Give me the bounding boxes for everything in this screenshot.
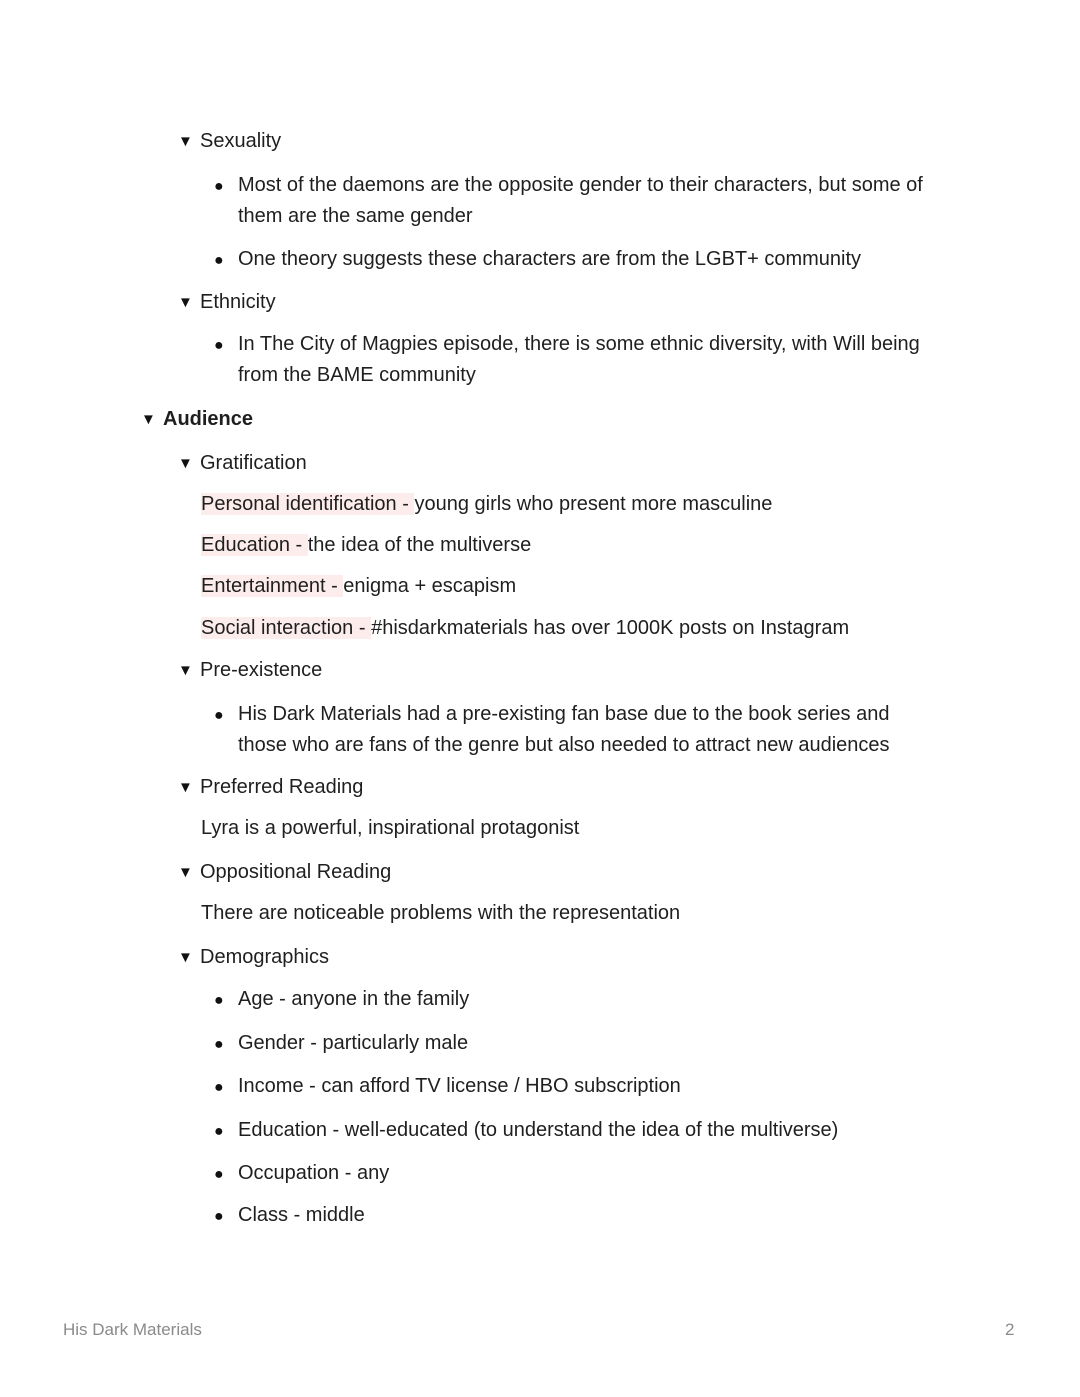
bullet-dot-icon: ● [214, 252, 224, 269]
gratification-item [201, 489, 772, 520]
gratification-desc: #hisdarkmaterials has over 1000K posts on Instagram [371, 617, 850, 639]
gratification-desc: young girls who present more masculine [414, 493, 773, 515]
triangle-down-icon: ▼ [178, 133, 193, 150]
gratification-term: Personal identification [201, 493, 397, 515]
bullet-dot-icon: ● [214, 178, 224, 195]
separator: - [353, 617, 372, 639]
demographics-item-class: Class - middle [238, 1204, 365, 1226]
triangle-down-icon: ▼ [178, 949, 193, 966]
gratification-item [201, 530, 531, 561]
page-number: 2 [1005, 1320, 1015, 1339]
separator: - [325, 575, 344, 597]
bullet-dot-icon: ● [214, 1079, 224, 1096]
sexuality-bullet-2: One theory suggests these characters are from the LGBT+ community [238, 248, 862, 270]
demographics-item-education: Education - well-educated (to understand the idea of the multiverse) [238, 1119, 839, 1141]
heading-sexuality: Sexuality [200, 130, 282, 152]
preferred-reading-text: Lyra is a powerful, inspirational protagonist [201, 817, 580, 839]
demographics-item-gender: Gender - particularly male [238, 1032, 469, 1054]
heading-oppositional-reading: Oppositional Reading [200, 861, 392, 883]
triangle-down-icon: ▼ [178, 294, 193, 311]
bullet-dot-icon: ● [214, 1123, 224, 1140]
triangle-down-icon: ▼ [178, 455, 193, 472]
pre-existence-bullet-1-line-2: those who are fans of the genre but also needed to attract new audiences [238, 734, 890, 756]
heading-demographics: Demographics [200, 946, 329, 968]
heading-preferred-reading: Preferred Reading [200, 776, 364, 798]
footer-title: His Dark Materials [63, 1320, 202, 1339]
bullet-dot-icon: ● [214, 1166, 224, 1183]
pre-existence-bullet-1-line-1: His Dark Materials had a pre-existing fan base due to the book series and [238, 703, 890, 725]
bullet-dot-icon: ● [214, 1036, 224, 1053]
ethnicity-bullet-1-line-1: In The City of Magpies episode, there is some ethnic diversity, with Will being [238, 333, 920, 355]
gratification-term: Entertainment [201, 575, 326, 597]
sexuality-bullet-1-line-2: them are the same gender [238, 205, 473, 227]
gratification-desc: enigma + escapism [343, 575, 517, 597]
heading-ethnicity: Ethnicity [200, 291, 276, 313]
demographics-item-income: Income - can afford TV license / HBO subscription [238, 1075, 681, 1097]
bullet-dot-icon: ● [214, 992, 224, 1009]
sexuality-bullet-1-line-1: Most of the daemons are the opposite gender to their characters, but some of [238, 174, 923, 196]
triangle-down-icon: ▼ [178, 779, 193, 796]
heading-pre-existence: Pre-existence [200, 659, 323, 681]
demographics-item-age: Age - anyone in the family [238, 988, 470, 1010]
gratification-item [201, 613, 849, 644]
oppositional-reading-text: There are noticeable problems with the representation [201, 902, 681, 924]
triangle-down-icon: ▼ [178, 864, 193, 881]
demographics-item-occupation: Occupation - any [238, 1162, 390, 1184]
triangle-down-icon: ▼ [178, 662, 193, 679]
heading-gratification: Gratification [200, 452, 307, 474]
triangle-down-icon: ▼ [141, 411, 156, 428]
bullet-dot-icon: ● [214, 1208, 224, 1225]
separator: - [396, 493, 415, 515]
heading-audience: Audience [163, 408, 254, 430]
gratification-item [201, 571, 516, 602]
gratification-desc: the idea of the multiverse [307, 534, 532, 556]
bullet-dot-icon: ● [214, 337, 224, 354]
separator: - [289, 534, 308, 556]
bullet-dot-icon: ● [214, 707, 224, 724]
gratification-term: Education [201, 534, 290, 556]
gratification-term: Social interaction [201, 617, 354, 639]
ethnicity-bullet-1-line-2: from the BAME community [238, 364, 476, 386]
